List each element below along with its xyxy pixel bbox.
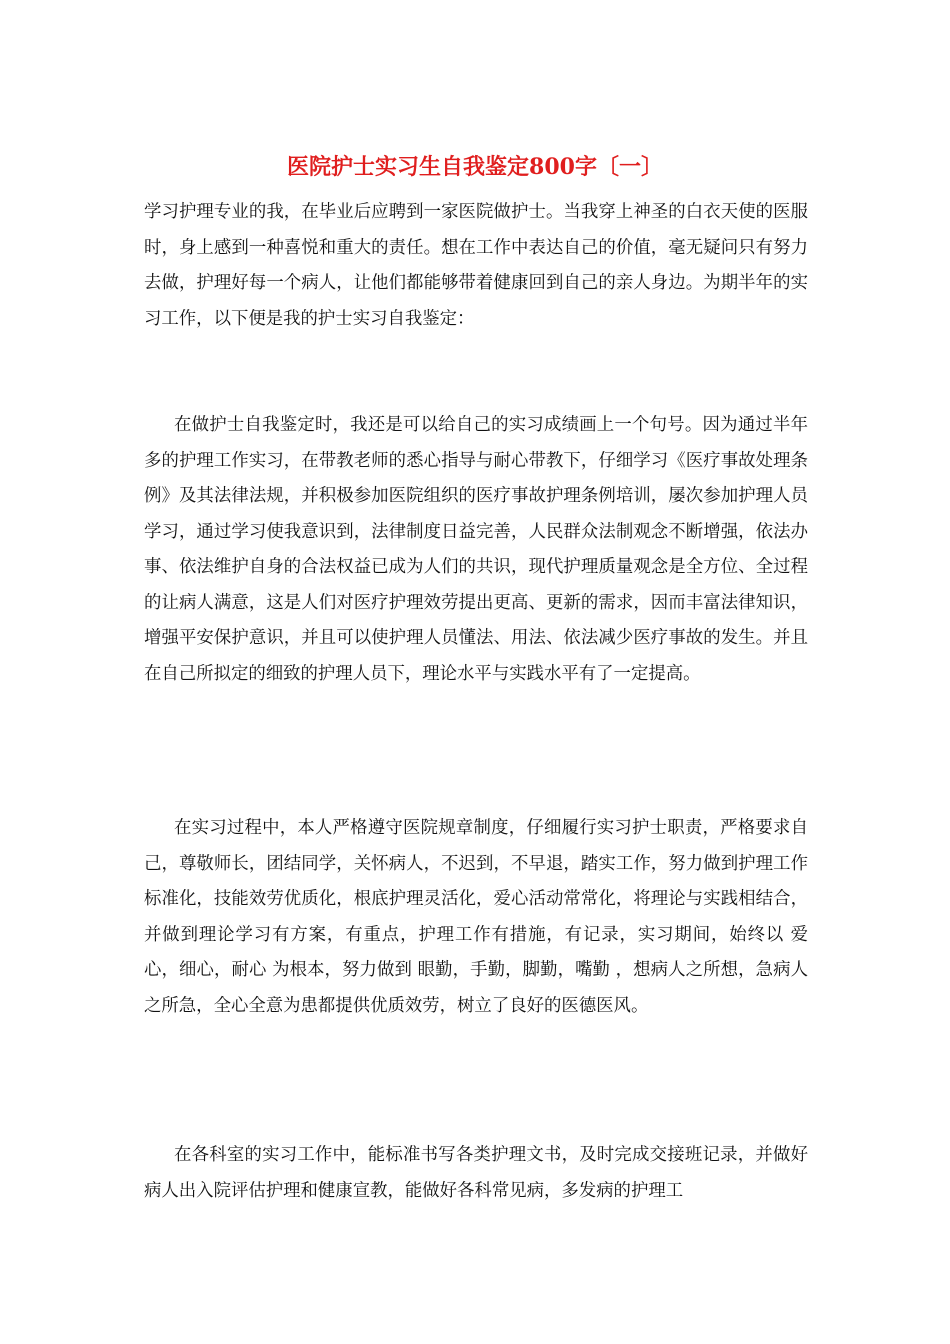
paragraph-legal-study: 在做护士自我鉴定时，我还是可以给自己的实习成绩画上一个句号。因为通过半年多的护理工作实习，在带教老师的悉心指导与耐心带教下，仔细学习《医疗事故处理条例》及其法律法规，并积极参加医院组织的医疗事故护理条例培训，屡次参加护理人员学习，通过学习使我意识到，法律制度日益完善，人民群众法制观念不断增强，依法办事、依法维护自身的合法权益已成为人们的共识，现代护理质量观念是全方位、全过程的让病人满意，这是人们对医疗护理效劳提出更高、更新的需求，因而丰富法律知识，增强平安保护意识，并且可以使护理人员懂法、用法、依法减少医疗事故的发生。并且在自己所拟定的细致的护理人员下，理论水平与实践水平有了一定提高。 [144,415,808,684]
paragraph-intro: 学习护理专业的我，在毕业后应聘到一家医院做护士。当我穿上神圣的白衣天使的医服时，身上感到一种喜悦和重大的责任。想在工作中表达自己的价值，毫无疑问只有努力去做，护理好每一个病人，让他们都能够带着健康回到自己的亲人身边。为期半年的实习工作，以下便是我的护士实习自我鉴定： [144,202,808,329]
paragraph-department-work: 在各科室的实习工作中，能标准书写各类护理文书，及时完成交接班记录，并做好病人出入院评估护理和健康宣教，能做好各科常见病，多发病的护理工 [144,1145,808,1201]
paragraph-conduct: 在实习过程中，本人严格遵守医院规章制度，仔细履行实习护士职责，严格要求自己，尊敬师长，团结同学，关怀病人，不迟到，不早退，踏实工作，努力做到护理工作标准化，技能效劳优质化，根底护理灵活化，爱心活动常常化，将理论与实践相结合，并做到理论学习有方案，有重点，护理工作有措施，有记录，实习期间，始终以 爱心，细心，耐心 为根本，努力做到 眼勤，手勤，脚勤，嘴勤 ，想病人之所想，急病人之所急，全心全意为患都提供优质效劳，树立了良好的医德医风。 [144,818,808,1016]
document-title: 医院护士实习生自我鉴定800字〔一〕 [287,154,663,180]
